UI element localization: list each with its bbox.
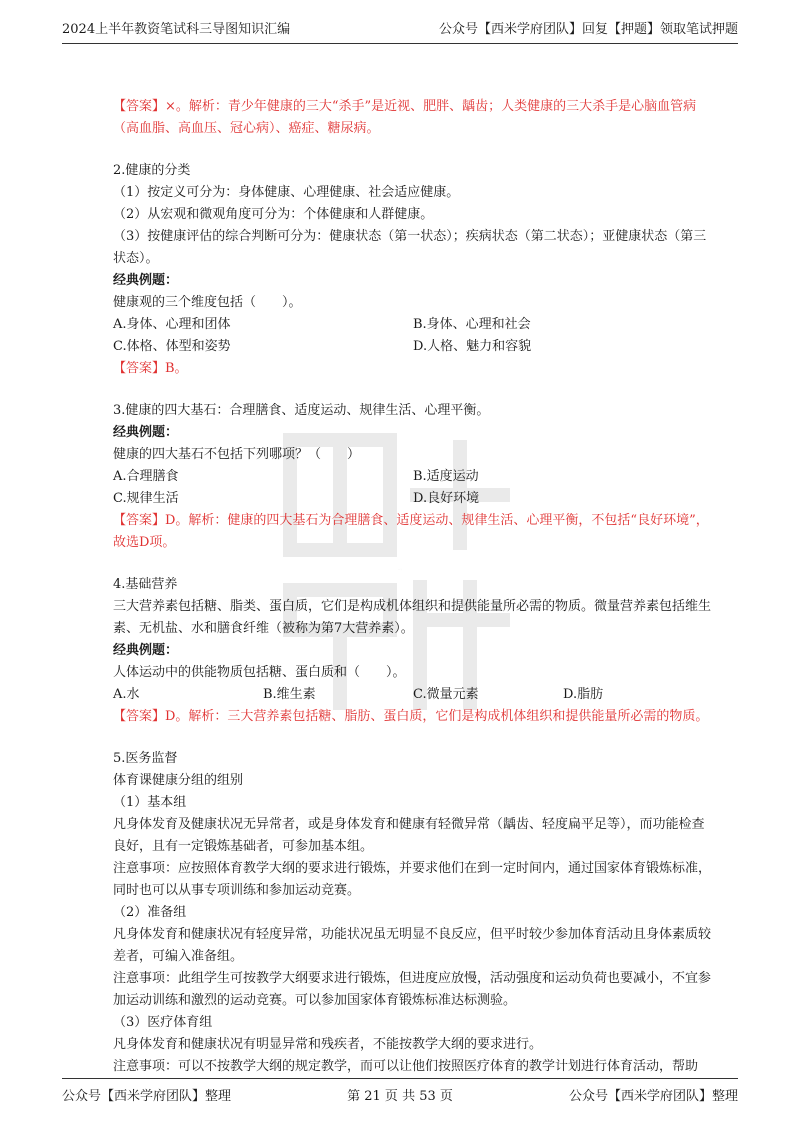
header-left-text: 2024上半年教资笔试科三导图知识汇编: [62, 22, 291, 37]
group-2-note: 注意事项：此组学生可按教学大纲要求进行锻炼，但进度应放慢，活动强度和运动负荷也要减小，不宜参加运动训练和激烈的运动竞赛。可以参加国家体育锻炼标准达标测验。: [113, 971, 712, 1008]
answer-paragraph: 【答案】×。解析：青少年健康的三大“杀手”是近视、肥胖、龋齿；人类健康的三大杀手是心脑血管病（高血脂、高血压、冠心病）、癌症、糖尿病。: [113, 99, 697, 136]
section-5-subtitle: 体育课健康分组的组别: [113, 773, 244, 788]
group-1-title: （1）基本组: [113, 795, 187, 810]
option-list: [113, 684, 713, 706]
example-answer: 【答案】B。: [113, 361, 188, 376]
watermark-text: 西米学府: [398, 570, 402, 571]
example-label: 经典例题：: [113, 273, 179, 288]
page-number: 第 21 页 共 53 页: [347, 1089, 453, 1104]
section-2-line-3: （3）按健康评估的综合判断可分为：健康状态（第一状态）；疾病状态（第二状态）；亚健康状态（第三状态）。: [113, 229, 707, 266]
option-b: B.身体、心理和社会: [413, 317, 531, 332]
example-label: 经典例题：: [113, 425, 179, 440]
option-c: C.规律生活: [113, 491, 179, 506]
group-2-body: 凡身体发育和健康状况有轻度异常，功能状况虽无明显不良反应，但平时较少参加体育活动且身体素质较差者，可编入准备组。: [113, 927, 712, 964]
option-a: A.水: [113, 687, 140, 702]
option-c: C.微量元素: [413, 687, 479, 702]
footer-right-text: 公众号【西米学府团队】整理: [568, 1089, 738, 1104]
group-3-note: 注意事项：可以不按教学大纲的规定教学，而可以让他们按照医疗体育的教学计划进行体育活动，帮助: [113, 1059, 699, 1074]
section-2-line-1: （1）按定义可分为：身体健康、心理健康、社会适应健康。: [113, 185, 460, 200]
example-question: 健康观的三个维度包括（ ）。: [113, 295, 302, 310]
example-question: 人体运动中的供能物质包括糖、蛋白质和（ ）。: [113, 665, 406, 680]
footer-left-text: 公众号【西米学府团队】整理: [62, 1089, 232, 1104]
group-1-body: 凡身体发育及健康状况无异常者，或是身体发育和健康有轻微异常（龋齿、轻度扁平足等），而功能检查良好，且有一定锻炼基础者，可参加基本组。: [113, 817, 705, 854]
example-answer: 【答案】D。解析：健康的四大基石为合理膳食、适度运动、规律生活、心理平衡，不包括“良好环境”，故选D项。: [113, 513, 709, 550]
section-4-title: 4.基础营养: [113, 577, 178, 592]
section-5-title: 5.医务监督: [113, 751, 178, 766]
group-2-title: （2）准备组: [113, 905, 187, 920]
option-a: A.合理膳食: [113, 469, 179, 484]
header-right-text: 公众号【西米学府团队】回复【押题】领取笔试押题: [438, 22, 738, 37]
document-body: [113, 96, 713, 1078]
page-footer: [62, 1078, 738, 1104]
example-label: 经典例题：: [113, 643, 179, 658]
option-list: [113, 314, 713, 358]
example-question: 健康的四大基石不包括下列哪项？（ ）: [113, 447, 361, 462]
section-4-body: 三大营养素包括糖、脂类、蛋白质，它们是构成机体组织和提供能量所必需的物质。微量营养素包括维生素、无机盐、水和膳食纤维（被称为第7大营养素）。: [113, 599, 712, 636]
option-d: D.人格、魅力和容貌: [413, 339, 532, 354]
group-3-title: （3）医疗体育组: [113, 1015, 213, 1030]
example-answer: 【答案】D。解析：三大营养素包括糖、脂肪、蛋白质，它们是构成机体组织和提供能量所必需的物质。: [113, 709, 709, 724]
page-header: [62, 18, 738, 44]
option-b: B.维生素: [263, 687, 316, 702]
option-d: D.良好环境: [413, 491, 480, 506]
section-2-line-2: （2）从宏观和微观角度可分为：个体健康和人群健康。: [113, 207, 434, 222]
section-3-title: 3.健康的四大基石：合理膳食、适度运动、规律生活、心理平衡。: [113, 403, 490, 418]
option-a: A.身体、心理和团体: [113, 317, 231, 332]
group-1-note: 注意事项：应按照体育教学大纲的要求进行锻炼，并要求他们在到一定时间内，通过国家体育锻炼标准，同时也可以从事专项训练和参加运动竞赛。: [113, 861, 712, 898]
section-2-title: 2.健康的分类: [113, 163, 191, 178]
group-3-body: 凡身体发育和健康状况有明显异常和残疾者，不能按教学大纲的要求进行。: [113, 1037, 543, 1052]
option-c: C.体格、体型和姿势: [113, 339, 231, 354]
option-b: B.适度运动: [413, 469, 479, 484]
option-list: [113, 466, 713, 510]
option-d: D.脂肪: [563, 687, 604, 702]
